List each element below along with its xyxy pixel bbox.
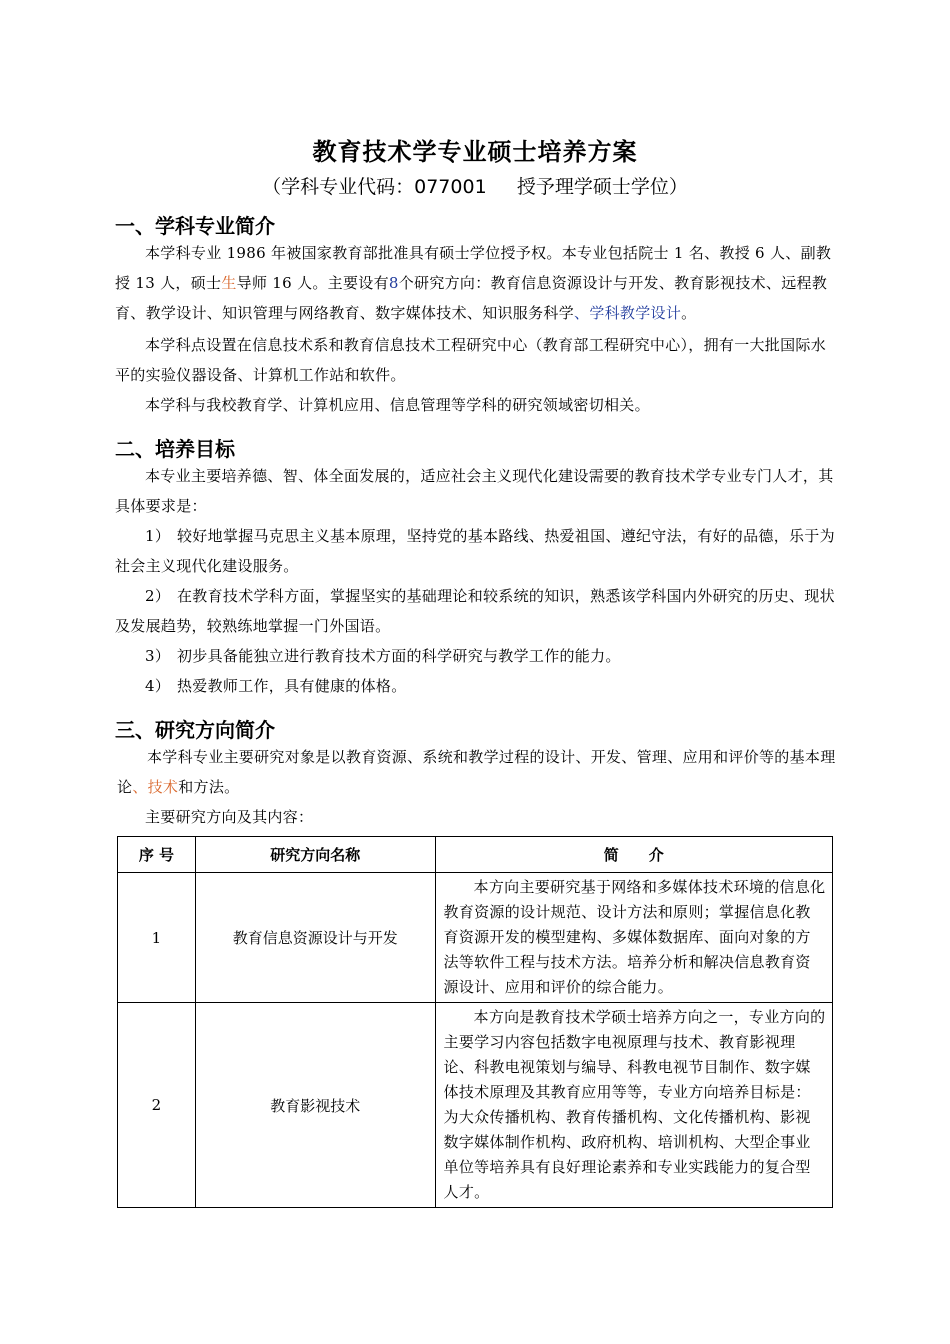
- table-row: [118, 873, 833, 1003]
- section1-paragraph-1: 本学科专业 1986 年被国家教育部批准具有硕士学位授予权。本专业包括院士 1 名、教授 6 人、副教授 13 人，硕士生导师 16 人。主要设有8个研究方向：教育信息资源设计与开发、教育影视技术、远程教育、教学设计、知识管理与网络教育、数字媒体技术、知识服务科学、学科教学设计。: [115, 244, 832, 322]
- section3-heading: 三、研究方向简介: [115, 718, 275, 742]
- section1-paragraph-3: 本学科与我校教育学、计算机应用、信息管理等学科的研究领域密切相关。: [145, 396, 650, 414]
- row-description: 本方向主要研究基于网络和多媒体技术环境的信息化教育资源的设计规范、设计方法和原则；掌握信息化教育资源开发的模型建构、多媒体数据库、面向对象的方法等软件工程与技术方法。培养分析和解决信息教育资源设计、应用和评价的综合能力。: [435, 873, 832, 1003]
- table-row: [118, 1003, 833, 1208]
- section3-intro: 本学科专业主要研究对象是以教育资源、系统和教学过程的设计、开发、管理、应用和评价等的基本理论、技术和方法。: [117, 748, 836, 796]
- goal-item-1: 1） 较好地掌握马克思主义基本原理，坚持党的基本路线、热爱祖国、遵纪守法，有好的品德，乐于为社会主义现代化建设服务。: [115, 527, 835, 575]
- goal-item-2: 2） 在教育技术学科方面，掌握坚实的基础理论和较系统的知识，熟悉该学科国内外研究的历史、现状及发展趋势，较熟练地掌握一门外国语。: [115, 587, 835, 635]
- research-directions-table: [117, 836, 833, 1208]
- row-number: 1: [118, 873, 196, 1003]
- section2-intro: 本专业主要培养德、智、体全面发展的，适应社会主义现代化建设需要的教育技术学专业专门人才，其具体要求是：: [115, 467, 834, 515]
- row-number: 2: [118, 1003, 196, 1208]
- goal-item-4: 4） 热爱教师工作，具有健康的体格。: [145, 677, 407, 695]
- goal-item-3: 3） 初步具备能独立进行教育技术方面的科学研究与教学工作的能力。: [145, 647, 621, 665]
- col-header-description: 简 介: [435, 837, 832, 873]
- row-direction-name: 教育信息资源设计与开发: [195, 873, 435, 1003]
- row-description: 本方向是教育技术学硕士培养方向之一，专业方向的主要学习内容包括数字电视原理与技术、教育影视理论、科教电视策划与编导、科教电视节目制作、数字媒体技术原理及其教育应用等等，专业方向培养目标是：为大众传播机构、教育传播机构、文化传播机构、影视数字媒体制作机构、政府机构、培训机构、大型企事业单位等培养具有良好理论素养和专业实践能力的复合型人才。: [435, 1003, 832, 1208]
- table-header-row: [118, 837, 833, 873]
- section1-heading: 一、学科专业简介: [115, 214, 275, 238]
- col-header-direction: 研究方向名称: [195, 837, 435, 873]
- section2-heading: 二、培养目标: [115, 437, 235, 461]
- page-subtitle: （学科专业代码：077001 授予理学硕士学位）: [262, 176, 688, 198]
- col-header-number: 序 号: [118, 837, 196, 873]
- section1-paragraph-2: 本学科点设置在信息技术系和教育信息技术工程研究中心（教育部工程研究中心），拥有一大批国际水平的实验仪器设备、计算机工作站和软件。: [115, 336, 827, 384]
- row-direction-name: 教育影视技术: [195, 1003, 435, 1208]
- page-title: 教育技术学专业硕士培养方案: [312, 138, 638, 166]
- table-caption: 主要研究方向及其内容：: [145, 808, 314, 826]
